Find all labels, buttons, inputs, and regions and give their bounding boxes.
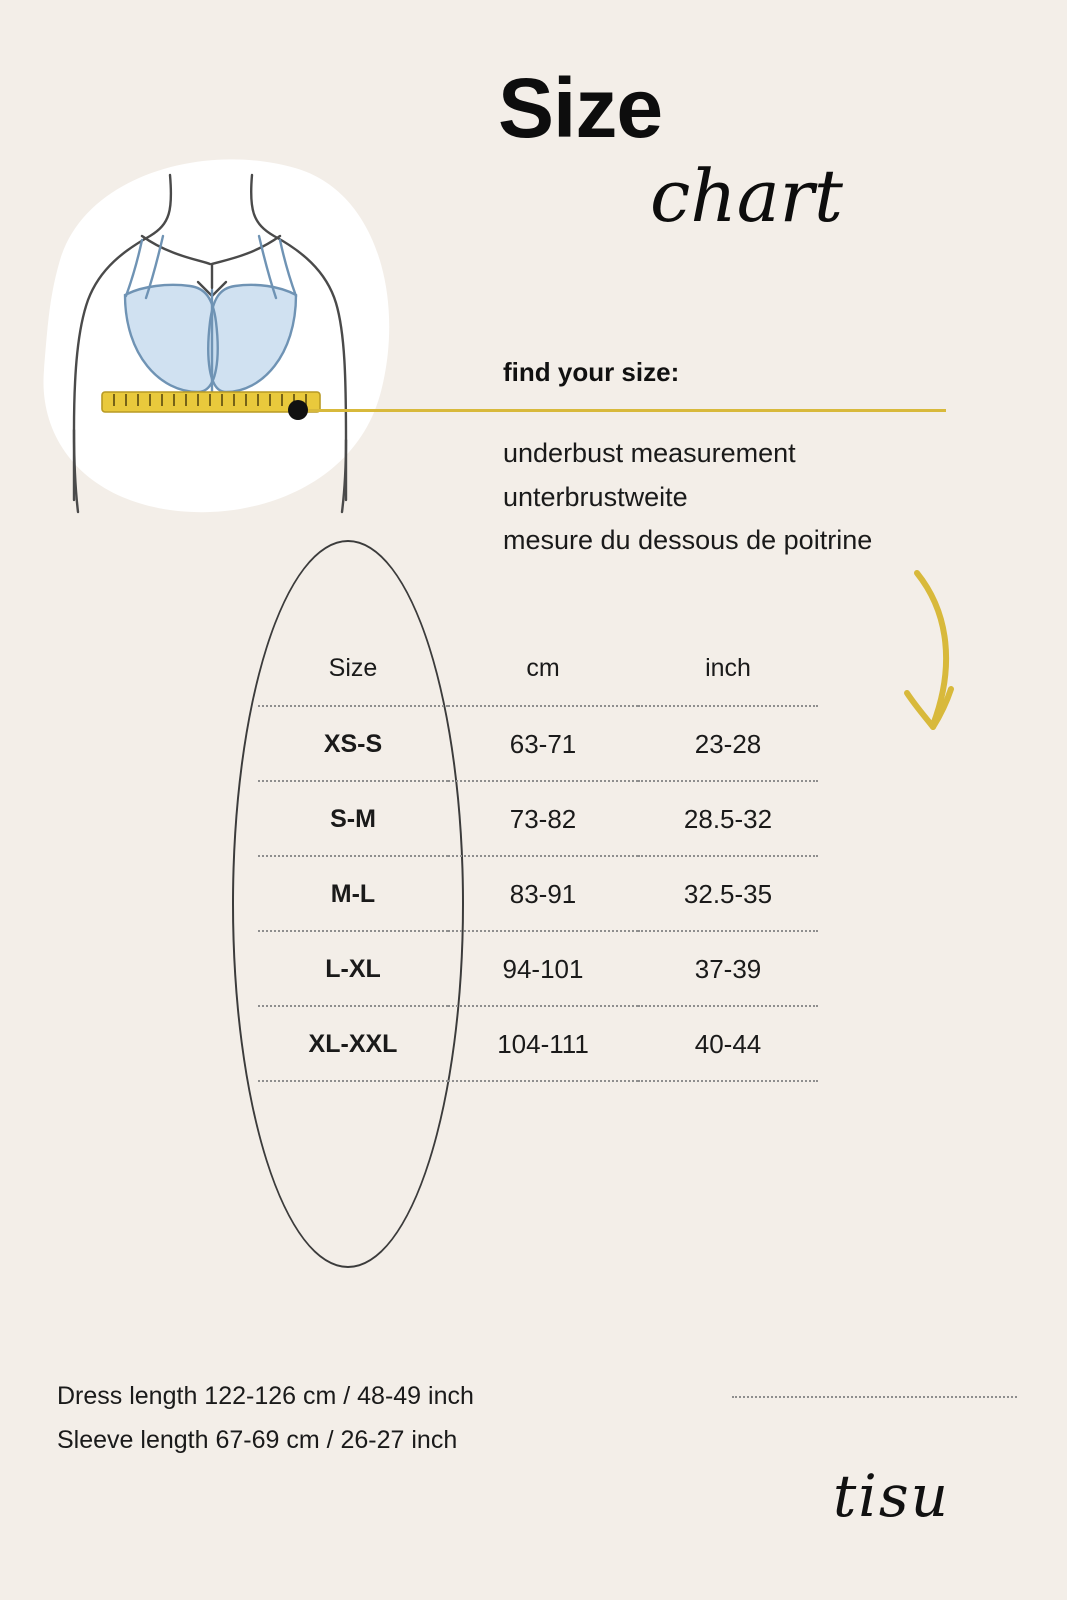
- measurement-rule-line: [300, 409, 946, 412]
- dress-length-note: Dress length 122-126 cm / 48-49 inch: [57, 1382, 474, 1410]
- cell-inch: 28.5-32: [683, 804, 773, 834]
- cell-cm: 73-82: [509, 804, 577, 834]
- table-row: [258, 706, 818, 781]
- bra-measurement-illustration: [30, 140, 430, 540]
- table-header-size: Size: [328, 654, 378, 682]
- table-row: [258, 931, 818, 1006]
- table-row: [258, 856, 818, 931]
- measurement-line-fr: mesure du dessous de poitrine: [503, 525, 873, 556]
- cell-cm: 94-101: [502, 954, 584, 984]
- cell-cm: 63-71: [509, 729, 577, 759]
- cell-size: XL-XXL: [308, 1030, 398, 1058]
- measurement-line-en: underbust measurement: [503, 438, 796, 468]
- footer-divider: [732, 1396, 1017, 1398]
- page-subtitle: chart: [650, 154, 843, 238]
- curved-arrow-icon: [845, 565, 975, 755]
- measurement-translations: [503, 432, 1043, 563]
- cell-size: L-XL: [325, 955, 381, 983]
- cell-size: XS-S: [323, 730, 383, 758]
- cell-cm: 104-111: [497, 1029, 589, 1059]
- size-table: [258, 648, 818, 1082]
- cell-inch: 37-39: [694, 954, 762, 984]
- cell-inch: 32.5-35: [683, 879, 773, 909]
- measurement-line-de: unterbrustweite: [503, 481, 688, 512]
- table-row: [258, 1006, 818, 1081]
- sleeve-length-note: Sleeve length 67-69 cm / 26-27 inch: [57, 1425, 458, 1454]
- table-header-inch: inch: [705, 654, 751, 682]
- cell-cm: 83-91: [509, 879, 577, 909]
- table-header-cm: cm: [526, 654, 560, 682]
- find-your-size-label: find your size:: [503, 357, 680, 387]
- cell-inch: 23-28: [694, 729, 762, 759]
- cell-size: S-M: [330, 805, 376, 833]
- page-title: Size: [498, 61, 663, 155]
- cell-size: M-L: [330, 880, 376, 908]
- size-table-wrapper: [258, 648, 818, 1082]
- table-header-row: [258, 648, 818, 706]
- measurement-point-dot: [288, 400, 308, 420]
- table-row: [258, 781, 818, 856]
- cell-inch: 40-44: [694, 1029, 762, 1059]
- brand-logo: tisu: [833, 1462, 950, 1530]
- footer-notes: [57, 1375, 617, 1463]
